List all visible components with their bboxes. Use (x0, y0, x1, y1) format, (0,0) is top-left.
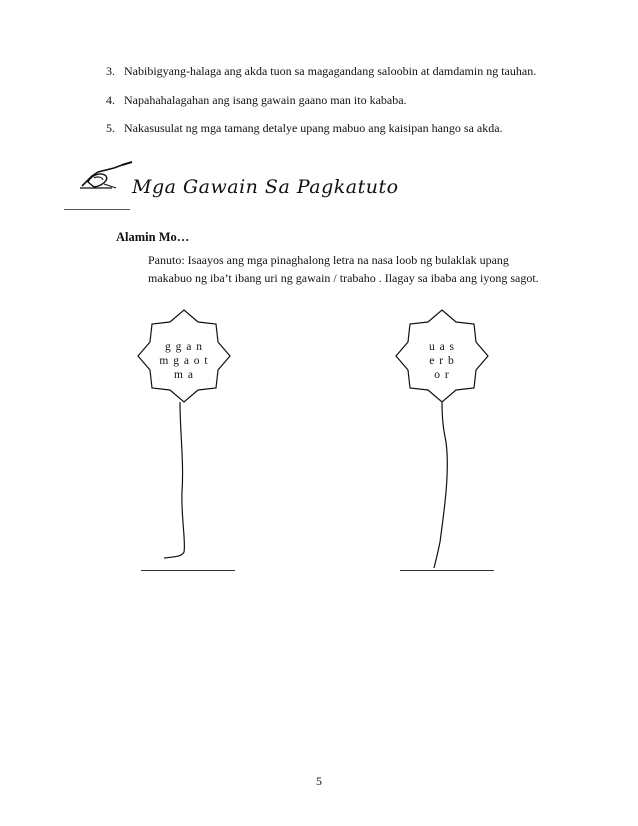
objective-number: 4. (106, 93, 115, 107)
pencil-hand-icon (76, 160, 134, 194)
flower-letters-1 (140, 340, 228, 382)
objective-5 (106, 121, 503, 136)
objective-text: Nabibigyang-halaga ang akda tuon sa magagandang saloobin at damdamin ng tauhan. (124, 64, 537, 78)
letters-line: e r b (429, 355, 455, 367)
letters-line: o r (434, 369, 450, 381)
flower-letters-2 (398, 340, 486, 382)
answer-line-2[interactable] (400, 570, 494, 571)
objective-number: 3. (106, 64, 115, 78)
activity-heading: Alamin Mo… (116, 230, 190, 244)
title-divider (64, 209, 130, 210)
flower-stem-2 (420, 402, 460, 572)
instructions-line-2: makabuo ng iba’t ibang uri ng gawain / trabaho . Ilagay sa ibaba ang iyong sagot. (148, 271, 539, 285)
objective-text: Napahahalagahan ang isang gawain gaano man ito kababa. (124, 93, 407, 107)
letters-line: u a s (428, 341, 456, 353)
objective-4 (106, 93, 407, 108)
answer-line-1[interactable] (141, 570, 235, 571)
flower-stem-1 (160, 402, 200, 562)
letters-line: m a (174, 369, 194, 381)
letters-line: m g a o t (159, 355, 209, 367)
objective-number: 5. (106, 121, 115, 135)
objective-3 (106, 64, 536, 79)
instructions-line-1: Panuto: Isaayos ang mga pinaghalong letra na nasa loob ng bulaklak upang (148, 253, 509, 267)
section-title: Mga Gawain Sa Pagkatuto (132, 176, 399, 198)
objective-text: Nakasusulat ng mga tamang detalye upang mabuo ang kaisipan hango sa akda. (124, 121, 503, 135)
letters-line: g g a n (165, 341, 203, 353)
page-number: 5 (316, 774, 322, 788)
